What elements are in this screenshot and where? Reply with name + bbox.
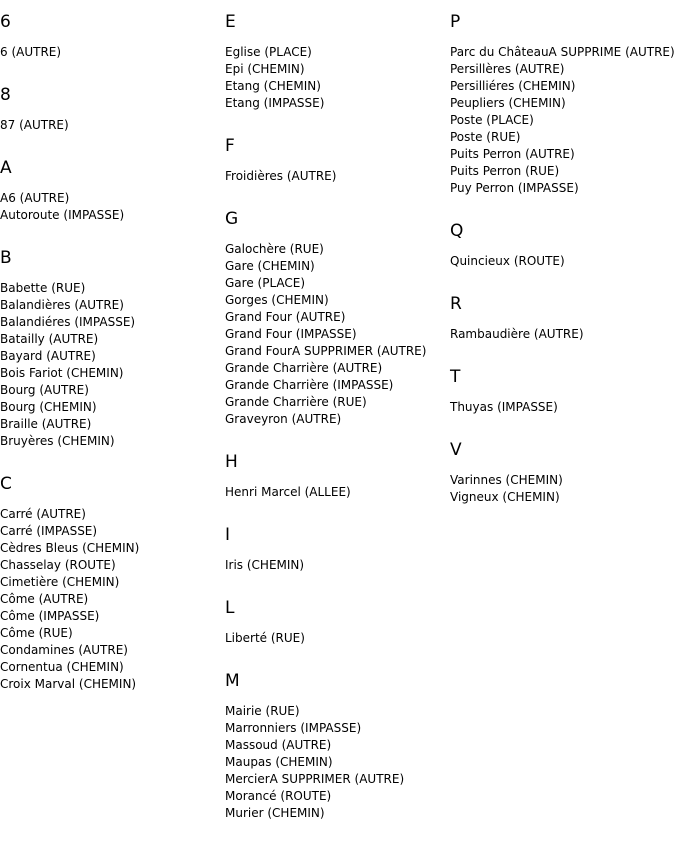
street-link[interactable]: Iris (CHEMIN) (225, 558, 305, 572)
letter-heading: C (0, 474, 12, 494)
street-list-item (0, 523, 220, 540)
street-list-item (225, 720, 445, 737)
letter-group (0, 8, 220, 61)
street-list-item (0, 331, 220, 348)
street-list-item (225, 360, 445, 377)
letter-group (225, 594, 445, 647)
street-list-item (225, 484, 445, 501)
letter-group (450, 290, 675, 343)
street-list (225, 484, 445, 501)
street-link[interactable]: Gare (PLACE) (225, 276, 306, 290)
street-list-item (0, 574, 220, 591)
street-list-item (450, 95, 675, 112)
street-list-item (450, 78, 675, 95)
letter-heading: V (450, 440, 462, 460)
street-link[interactable]: Puy Perron (IMPASSE) (450, 181, 579, 195)
street-list-item (450, 44, 675, 61)
street-link[interactable]: Persillères (AUTRE) (450, 62, 565, 76)
street-list (225, 703, 445, 822)
street-link[interactable]: Babette (RUE) (0, 281, 86, 295)
street-link[interactable]: Grand Four (AUTRE) (225, 310, 346, 324)
street-list-item (225, 557, 445, 574)
street-list-item (450, 472, 675, 489)
street-link[interactable]: Vigneux (CHEMIN) (450, 490, 560, 504)
street-list-item (0, 659, 220, 676)
street-list-item (450, 112, 675, 129)
street-list-item (225, 309, 445, 326)
street-list (450, 326, 675, 343)
street-list-item (225, 44, 445, 61)
street-list (225, 630, 445, 647)
street-link[interactable]: Braille (AUTRE) (0, 417, 92, 431)
street-list-item (225, 326, 445, 343)
letter-heading: G (225, 209, 239, 229)
letter-heading: E (225, 12, 236, 32)
street-list-item (225, 805, 445, 822)
letter-group (450, 217, 675, 270)
street-list-item (225, 343, 445, 360)
street-list-item (225, 703, 445, 720)
street-link[interactable]: Maupas (CHEMIN) (225, 755, 333, 769)
street-list-item (0, 314, 220, 331)
street-link[interactable]: Mairie (RUE) (225, 704, 300, 718)
street-list-item (0, 117, 220, 134)
letter-heading: 6 (0, 12, 11, 32)
street-link[interactable]: Marronniers (IMPASSE) (225, 721, 362, 735)
letter-group (450, 8, 675, 197)
street-link[interactable]: Gare (CHEMIN) (225, 259, 315, 273)
index-column (0, 8, 220, 713)
street-list-item (450, 326, 675, 343)
street-link[interactable]: Froidières (AUTRE) (225, 169, 337, 183)
street-list-item (0, 382, 220, 399)
street-link[interactable]: Côme (IMPASSE) (0, 609, 100, 623)
street-list-item (0, 557, 220, 574)
letter-group (0, 154, 220, 224)
letter-heading: M (225, 671, 240, 691)
street-link[interactable]: Etang (CHEMIN) (225, 79, 321, 93)
street-list-item (225, 788, 445, 805)
street-link[interactable]: Peupliers (CHEMIN) (450, 96, 566, 110)
street-list (450, 253, 675, 270)
street-link[interactable]: MercierA SUPPRIMER (AUTRE) (225, 772, 405, 786)
street-list-item (0, 506, 220, 523)
street-link[interactable]: Bayard (AUTRE) (0, 349, 96, 363)
letter-heading: L (225, 598, 235, 618)
street-list-item (225, 737, 445, 754)
street-link[interactable]: Gorges (CHEMIN) (225, 293, 329, 307)
street-list-item (0, 365, 220, 382)
street-list-item (0, 297, 220, 314)
street-link[interactable]: Grande Charrière (RUE) (225, 395, 367, 409)
street-list-item (225, 95, 445, 112)
street-list-item (0, 625, 220, 642)
street-list-item (450, 146, 675, 163)
letter-group (225, 448, 445, 501)
street-link[interactable]: Condamines (AUTRE) (0, 643, 128, 657)
street-list-item (0, 676, 220, 693)
letter-group (0, 244, 220, 450)
street-link[interactable]: Balandiéres (IMPASSE) (0, 315, 136, 329)
street-list-item (225, 241, 445, 258)
street-list-item (225, 61, 445, 78)
street-link[interactable]: Bois Fariot (CHEMIN) (0, 366, 124, 380)
street-link[interactable]: Carré (AUTRE) (0, 507, 86, 521)
street-list-item (450, 253, 675, 270)
street-list-item (0, 190, 220, 207)
street-list-item (225, 394, 445, 411)
street-list-item (0, 433, 220, 450)
street-list-item (225, 78, 445, 95)
street-list-item (0, 44, 220, 61)
letter-group (225, 667, 445, 822)
street-list-item (225, 771, 445, 788)
street-list-item (0, 207, 220, 224)
street-list-item (0, 280, 220, 297)
letter-heading: H (225, 452, 238, 472)
street-link[interactable]: Thuyas (IMPASSE) (450, 400, 558, 414)
street-list (0, 117, 220, 134)
street-link[interactable]: Etang (IMPASSE) (225, 96, 325, 110)
street-list-item (450, 163, 675, 180)
street-link[interactable]: Morancé (ROUTE) (225, 789, 332, 803)
street-list (225, 557, 445, 574)
street-list (450, 44, 675, 197)
index-column (450, 8, 675, 526)
letter-group (225, 205, 445, 428)
street-list-item (0, 642, 220, 659)
street-list-item (225, 630, 445, 647)
street-link[interactable]: Puits Perron (RUE) (450, 164, 560, 178)
letter-group (450, 436, 675, 506)
street-link[interactable]: Poste (RUE) (450, 130, 521, 144)
street-list-item (450, 489, 675, 506)
street-list-item (0, 416, 220, 433)
letter-group (0, 81, 220, 134)
street-list (450, 399, 675, 416)
street-list-item (225, 258, 445, 275)
street-link[interactable]: Murier (CHEMIN) (225, 806, 325, 820)
street-link[interactable]: Cimetière (CHEMIN) (0, 575, 120, 589)
street-link[interactable]: Carré (IMPASSE) (0, 524, 98, 538)
street-link[interactable]: Massoud (AUTRE) (225, 738, 332, 752)
letter-heading: Q (450, 221, 464, 241)
index-column (225, 8, 445, 842)
street-list (0, 280, 220, 450)
street-list-item (0, 540, 220, 557)
street-link[interactable]: Côme (RUE) (0, 626, 73, 640)
street-link[interactable]: 87 (AUTRE) (0, 118, 69, 132)
letter-group (225, 8, 445, 112)
street-list-item (0, 348, 220, 365)
street-link[interactable]: Batailly (AUTRE) (0, 332, 99, 346)
street-list-item (0, 591, 220, 608)
street-list (225, 168, 445, 185)
street-list-item (225, 754, 445, 771)
street-link[interactable]: Bourg (AUTRE) (0, 383, 89, 397)
street-link[interactable]: A6 (AUTRE) (0, 191, 70, 205)
street-list-item (450, 399, 675, 416)
street-link[interactable]: Graveyron (AUTRE) (225, 412, 342, 426)
letter-heading: I (225, 525, 231, 545)
street-link[interactable]: Grand Four (IMPASSE) (225, 327, 357, 341)
street-link[interactable]: Balandières (AUTRE) (0, 298, 124, 312)
street-link[interactable]: Croix Marval (CHEMIN) (0, 677, 137, 691)
street-link[interactable]: 6 (AUTRE) (0, 45, 62, 59)
street-list-item (225, 292, 445, 309)
street-list-item (225, 168, 445, 185)
letter-heading: B (0, 248, 12, 268)
street-link[interactable]: Parc du ChâteauA SUPPRIME (AUTRE) (450, 45, 675, 59)
letter-group (225, 132, 445, 185)
street-list-item (450, 180, 675, 197)
street-link[interactable]: Grande Charrière (IMPASSE) (225, 378, 394, 392)
street-list-item (225, 377, 445, 394)
street-link[interactable]: Autoroute (IMPASSE) (0, 208, 125, 222)
letter-heading: T (450, 367, 461, 387)
letter-heading: F (225, 136, 235, 156)
street-link[interactable]: Bruyères (CHEMIN) (0, 434, 115, 448)
street-list-item (0, 608, 220, 625)
street-link[interactable]: Côme (AUTRE) (0, 592, 89, 606)
street-list (450, 472, 675, 506)
street-link[interactable]: Henri Marcel (ALLEE) (225, 485, 351, 499)
street-link[interactable]: Liberté (RUE) (225, 631, 305, 645)
letter-heading: R (450, 294, 462, 314)
street-link[interactable]: Eglise (PLACE) (225, 45, 312, 59)
street-list (0, 44, 220, 61)
street-list-item (450, 129, 675, 146)
street-list (0, 506, 220, 693)
street-link[interactable]: Grande Charrière (AUTRE) (225, 361, 383, 375)
letter-group (450, 363, 675, 416)
letter-heading: P (450, 12, 461, 32)
street-link[interactable]: Epi (CHEMIN) (225, 62, 305, 76)
street-link[interactable]: Persilliéres (CHEMIN) (450, 79, 576, 93)
street-link[interactable]: Puits Perron (AUTRE) (450, 147, 575, 161)
letter-group (0, 470, 220, 693)
street-link[interactable]: Varinnes (CHEMIN) (450, 473, 563, 487)
street-link[interactable]: Grand FourA SUPPRIMER (AUTRE) (225, 344, 427, 358)
street-link[interactable]: Poste (PLACE) (450, 113, 534, 127)
street-list-item (225, 275, 445, 292)
street-list (225, 44, 445, 112)
street-link[interactable]: Cèdres Bleus (CHEMIN) (0, 541, 140, 555)
street-list (0, 190, 220, 224)
street-link[interactable]: Rambaudière (AUTRE) (450, 327, 584, 341)
street-link[interactable]: Bourg (CHEMIN) (0, 400, 97, 414)
street-list-item (225, 411, 445, 428)
letter-heading: A (0, 158, 12, 178)
street-link[interactable]: Chasselay (ROUTE) (0, 558, 116, 572)
letter-heading: 8 (0, 85, 11, 105)
street-link[interactable]: Galochère (RUE) (225, 242, 324, 256)
letter-group (225, 521, 445, 574)
street-link[interactable]: Cornentua (CHEMIN) (0, 660, 124, 674)
street-list-item (0, 399, 220, 416)
street-link[interactable]: Quincieux (ROUTE) (450, 254, 565, 268)
street-list-item (450, 61, 675, 78)
street-list (225, 241, 445, 428)
